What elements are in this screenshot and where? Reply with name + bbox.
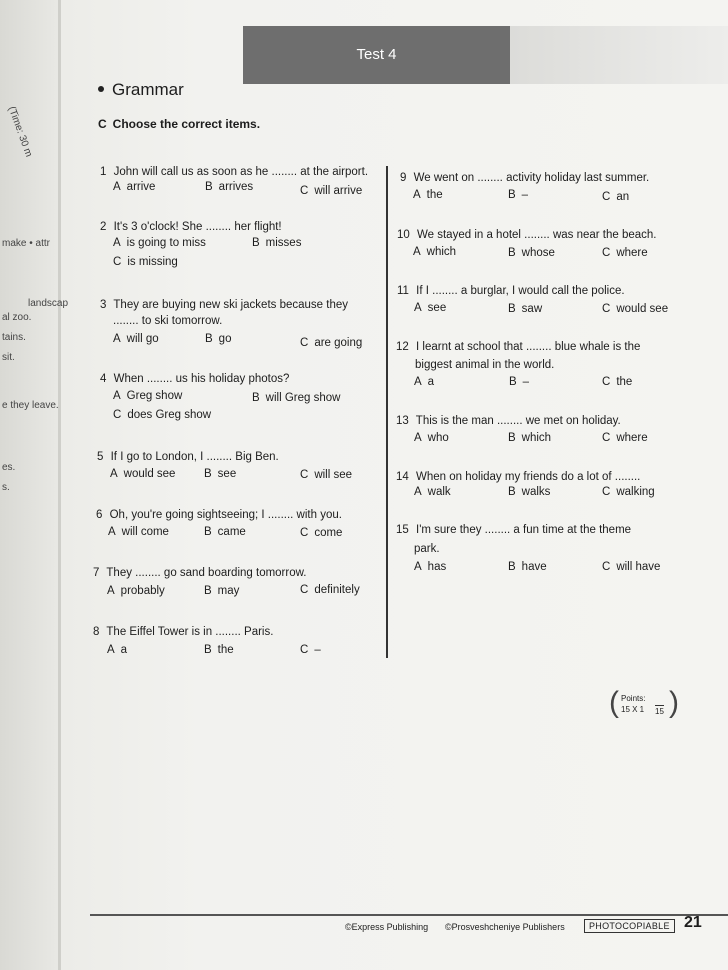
edge-text: e they leave.: [2, 400, 59, 411]
question-3: 3 They are buying new ski jackets because they: [100, 299, 349, 311]
question-8: 8 The Eiffel Tower is in ........ Paris.: [93, 626, 274, 638]
option-11a[interactable]: A see: [414, 302, 447, 314]
instruction: [98, 117, 260, 131]
question-12-continued: biggest animal in the world.: [415, 359, 555, 371]
points-box: [609, 686, 679, 722]
option-5b[interactable]: B see: [204, 468, 237, 480]
option-13c[interactable]: C where: [602, 432, 648, 444]
bullet-icon: [98, 86, 104, 92]
edge-text: s.: [2, 482, 10, 493]
option-14c[interactable]: C walking: [602, 486, 655, 498]
edge-text: landscap: [28, 298, 69, 309]
paren-right: ): [669, 686, 679, 719]
option-3a[interactable]: A will go: [113, 333, 159, 345]
option-8c[interactable]: C –: [300, 644, 321, 656]
edge-text: es.: [2, 462, 16, 473]
option-2b[interactable]: B misses: [252, 237, 302, 249]
question-number: 1: [100, 166, 107, 178]
option-10b[interactable]: B whose: [508, 247, 555, 259]
footer-publisher-2: ©Prosveshcheniye Publishers: [445, 922, 565, 932]
edge-text: al zoo.: [2, 312, 32, 323]
instruction-text: Choose the correct items.: [112, 117, 261, 131]
footer-publisher-1: ©Express Publishing: [345, 922, 429, 932]
option-14b[interactable]: B walks: [508, 486, 551, 498]
option-6b[interactable]: B came: [204, 526, 246, 538]
option-6a[interactable]: A will come: [108, 526, 169, 538]
option-12a[interactable]: A a: [414, 376, 435, 388]
header-bar: [510, 26, 728, 84]
option-15c[interactable]: C will have: [602, 561, 661, 573]
points-formula: 15 X 1: [621, 705, 645, 714]
instruction-letter: C: [98, 117, 107, 131]
option-12c[interactable]: C the: [602, 376, 633, 388]
edge-text: make • attr: [2, 238, 50, 249]
option-13b[interactable]: B which: [508, 432, 552, 444]
question-6: 6 Oh, you're going sightseeing; I ........ with you.: [96, 509, 342, 521]
page-number: 21: [684, 914, 702, 931]
section-title: [98, 80, 184, 100]
photocopiable-badge: PHOTOCOPIABLE: [584, 919, 675, 933]
option-1c[interactable]: C will arrive: [300, 185, 363, 197]
paren-left: (: [609, 686, 619, 719]
question-5: 5 If I go to London, I ........ Big Ben.: [97, 451, 279, 463]
option-2c[interactable]: C is missing: [113, 256, 178, 268]
option-9b[interactable]: B –: [508, 189, 529, 201]
option-14a[interactable]: A walk: [414, 486, 451, 498]
option-11b[interactable]: B saw: [508, 303, 543, 315]
option-4c[interactable]: C does Greg show: [113, 409, 212, 421]
question-7: 7 They ........ go sand boarding tomorrow.: [93, 567, 307, 579]
question-9: 9 We went on ........ activity holiday last summer.: [400, 172, 650, 184]
option-7b[interactable]: B may: [204, 585, 240, 597]
option-11c[interactable]: C would see: [602, 303, 669, 315]
option-15b[interactable]: B have: [508, 561, 547, 573]
question-13: 13 This is the man ........ we met on holiday.: [396, 415, 621, 427]
question-15-continued: park.: [414, 543, 440, 555]
edge-text: (Time: 30 m: [5, 105, 35, 159]
points-total: 15: [655, 707, 664, 716]
option-4b[interactable]: B will Greg show: [252, 392, 341, 404]
option-8a[interactable]: A a: [107, 644, 128, 656]
edge-text: sit.: [2, 352, 15, 363]
option-5a[interactable]: A would see: [110, 468, 176, 480]
question-4: 4 When ........ us his holiday photos?: [100, 373, 290, 385]
option-15a[interactable]: A has: [414, 561, 447, 573]
option-3c[interactable]: C are going: [300, 337, 363, 349]
question-10: 10 We stayed in a hotel ........ was near the beach.: [397, 229, 657, 241]
option-2a[interactable]: A is going to miss: [113, 237, 206, 249]
points-label: Points:: [621, 694, 646, 703]
option-13a[interactable]: A who: [414, 432, 449, 444]
section-title-text: Grammar: [112, 80, 184, 99]
footer-rule: [90, 914, 728, 916]
option-7a[interactable]: A probably: [107, 585, 165, 597]
book-spine: [58, 0, 61, 970]
option-9c[interactable]: C an: [602, 191, 630, 203]
option-10a[interactable]: A which: [413, 246, 457, 258]
question-1: [100, 165, 368, 179]
option-3b[interactable]: B go: [205, 333, 232, 345]
question-2: 2 It's 3 o'clock! She ........ her flight!: [100, 221, 282, 233]
column-divider: [386, 166, 388, 658]
option-6c[interactable]: C come: [300, 527, 343, 539]
question-3-continued: ........ to ski tomorrow.: [113, 315, 223, 327]
option-1b[interactable]: B arrives: [205, 181, 254, 193]
question-15: 15 I'm sure they ........ a fun time at the theme: [396, 524, 632, 536]
question-14: 14 When on holiday my friends do a lot of ........: [396, 471, 641, 483]
question-11: 11 If I ........ a burglar, I would call the police.: [397, 285, 625, 297]
option-7c[interactable]: C definitely: [300, 584, 360, 596]
question-text: John will call us as soon as he ........ at the airport.: [113, 166, 369, 178]
option-9a[interactable]: A the: [413, 189, 443, 201]
option-1a[interactable]: A arrive: [113, 181, 156, 193]
option-10c[interactable]: C where: [602, 247, 648, 259]
edge-text: tains.: [2, 332, 26, 343]
test-title: Test 4: [243, 26, 510, 84]
option-5c[interactable]: C will see: [300, 469, 353, 481]
option-8b[interactable]: B the: [204, 644, 234, 656]
option-4a[interactable]: A Greg show: [113, 390, 183, 402]
question-12: 12 I learnt at school that ........ blue whale is the: [396, 341, 641, 353]
option-12b[interactable]: B –: [509, 376, 530, 388]
